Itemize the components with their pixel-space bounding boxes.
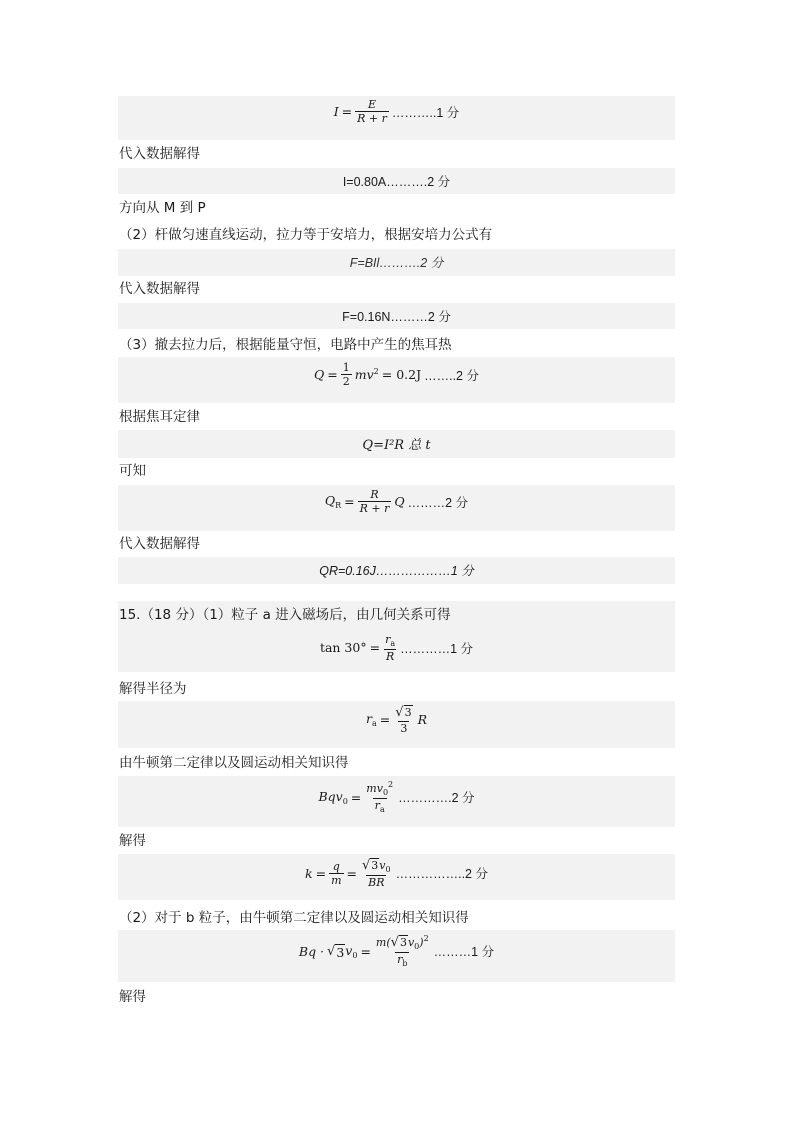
text-line: 解得 xyxy=(119,989,146,1005)
fraction: √ 3 3 xyxy=(395,705,412,735)
equation-newton-b: Bq · √ 3 $v_0$ = m( √ 3 $v_0)^2$ $r_b$ ………1 分 xyxy=(298,934,495,968)
equation-qr: $Q_R$ = $\frac{R}{R + r}$ Q ………2 分 xyxy=(324,488,469,516)
text-line: （2）杆做匀速直线运动，拉力等于安培力，根据安培力公式有 xyxy=(119,227,493,243)
text-line: 解得 xyxy=(119,833,146,849)
equation-radius: $r_a$ = √ 3 3 R xyxy=(366,705,427,735)
equation-joule: Q=I²R 总 t xyxy=(362,438,431,453)
text-line: 方向从 M 到 P xyxy=(119,200,206,216)
sqrt-sign: √ 3 xyxy=(362,858,379,873)
var-I: I xyxy=(333,104,339,120)
text-line: 解得半径为 xyxy=(119,681,187,697)
equation-force: F=BIl……….2 分 xyxy=(349,256,444,270)
score: ………2 分 xyxy=(407,495,469,510)
fraction: $\frac{q}{m}$ xyxy=(331,859,342,887)
sqrt-sign: √ 3 xyxy=(390,935,407,950)
fraction: $\frac{E}{R + r}$ xyxy=(357,98,387,126)
sqrt-sign: √ 3 xyxy=(327,943,345,960)
text-line: （3）撤去拉力后，根据能量守恒，电路中产生的焦耳热 xyxy=(119,337,452,353)
fraction: $\frac{1}{2}$ xyxy=(342,361,350,389)
text-line: 代入数据解得 xyxy=(119,536,200,552)
text-line: 可知 xyxy=(119,463,146,479)
text-line: 根据焦耳定律 xyxy=(119,409,200,425)
equation-tan: tan 30° = $\frac{r_a}{R}$ …………1 分 xyxy=(319,633,474,663)
text-line: （2）对于 b 粒子，由牛顿第二定律以及圆运动相关知识得 xyxy=(119,910,469,926)
fraction: $\frac{R}{R + r}$ xyxy=(359,488,390,516)
score: ……………..2 分 xyxy=(395,867,488,882)
equation-current-value: I=0.80A……….2 分 xyxy=(342,175,451,189)
question-15-heading: 15.（18 分）（1）粒子 a 进入磁场后，由几何关系可得 xyxy=(119,607,451,623)
equation-k: k = $\frac{q}{m}$ = √ 3 $v_0$ BR ……………..2 分 xyxy=(305,858,488,889)
score: ……..2 分 xyxy=(424,368,479,383)
score: ………….2 分 xyxy=(398,791,475,806)
score: ………..1 分 xyxy=(391,105,460,120)
text-line: 代入数据解得 xyxy=(119,146,200,162)
score: ………1 分 xyxy=(433,945,495,960)
equation-current: I = $\frac{E}{R + r}$ ………..1 分 xyxy=(333,98,460,126)
fraction: m( √ 3 $v_0)^2$ $r_b$ xyxy=(375,934,429,968)
text-line: 代入数据解得 xyxy=(119,281,200,297)
score: …………1 分 xyxy=(400,641,474,656)
equation-qr-value: QR=0.16J………………1 分 xyxy=(319,564,474,578)
equation-force-value: F=0.16N………2 分 xyxy=(342,310,451,324)
fraction: $\frac{mv_0^2}{r_a}$ xyxy=(366,780,394,814)
fraction: $\frac{r_a}{R}$ xyxy=(385,633,396,663)
fraction: √ 3 $v_0$ BR xyxy=(362,858,391,889)
sqrt-sign: √ 3 xyxy=(395,705,412,720)
text-line: 由牛顿第二定律以及圆运动相关知识得 xyxy=(119,755,349,771)
equation-energy: Q = $\frac{1}{2}$ $mv^2$ = 0.2J ……..2 分 xyxy=(314,361,479,389)
equation-newton-a: Bqv$_0$ = $\frac{mv_0^2}{r_a}$ ………….2 分 xyxy=(318,780,475,814)
